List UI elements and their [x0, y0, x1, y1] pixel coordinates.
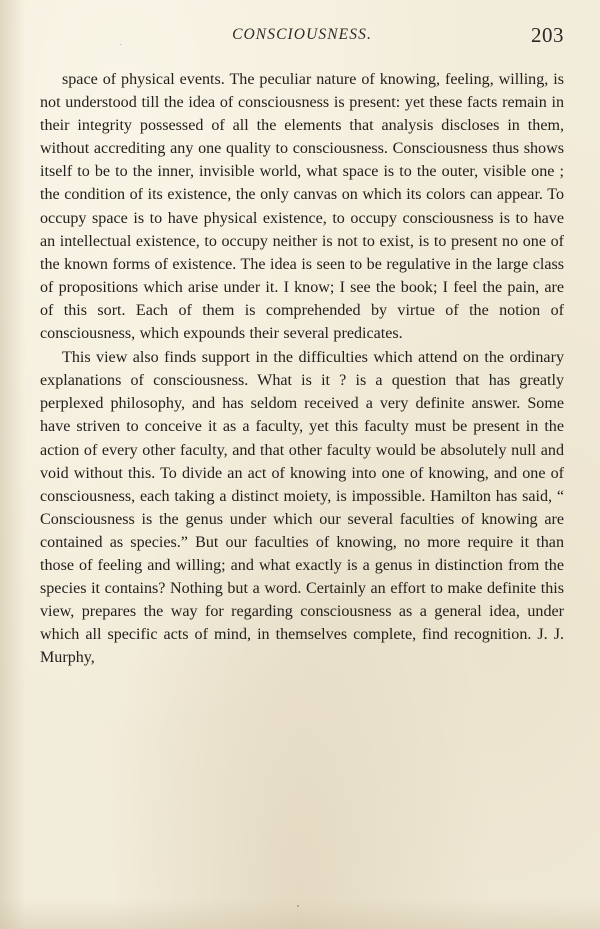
paragraph: space of physical events. The peculiar nature of knowing, feeling, willing, is not understood till the idea of consciousness is present: yet these facts remain in their integrity possessed of all the elements that analysis discloses in them, without accrediting any one quality to consciousness. Consciousness thus shows itself to be to the inner, invisible world, what space is to the outer, visible one ; the condition of its existence, the only canvas on which its colors can appear. To occupy space is to have physical existence, to occupy consciousness is to have an intellectual existence, to occupy neither is not to exist, is to present no one of the known forms of existence. The idea is seen to be regulative in the large class of propositions which arise under it. I know; I see the book; I feel the pain, are of this sort. Each of them is comprehended by virtue of the notion of consciousness, which expounds their several predicates. [40, 71, 564, 343]
paragraph: This view also finds support in the difficulties which attend on the ordinary explanations of consciousness. What is it ? is a question that has greatly perplexed philosophy, and has seldom received a very definite answer. Some have striven to conceive it as a faculty, yet this faculty must be present in the action of every other faculty, and that other faculty would be absolutely null and void without this. To divide an act of knowing into one of knowing, and one of consciousness, each taking a distinct moiety, is impossible. Hamilton has said, “ Consciousness is the genus under which our several faculties of knowing are contained as species.” But our faculties of knowing, no more require it than those of feeling and willing; and what exactly is a genus in distinction from the species it contains? Nothing but a word. Certainly an effort to make definite this view, prepares the way for regarding consciousness as a general idea, under which all specific acts of mind, in themselves complete, find recognition. J. J. Murphy, [40, 349, 564, 667]
page-content [40, 23, 564, 669]
page-number: 203 [531, 23, 564, 47]
running-head: CONSCIOUSNESS. [232, 26, 372, 43]
body-text [40, 68, 564, 669]
page-edge-shading-left [0, 0, 26, 929]
paper-speck [297, 905, 299, 907]
page-header [40, 23, 564, 56]
page-edge-shading-bottom [0, 899, 600, 929]
